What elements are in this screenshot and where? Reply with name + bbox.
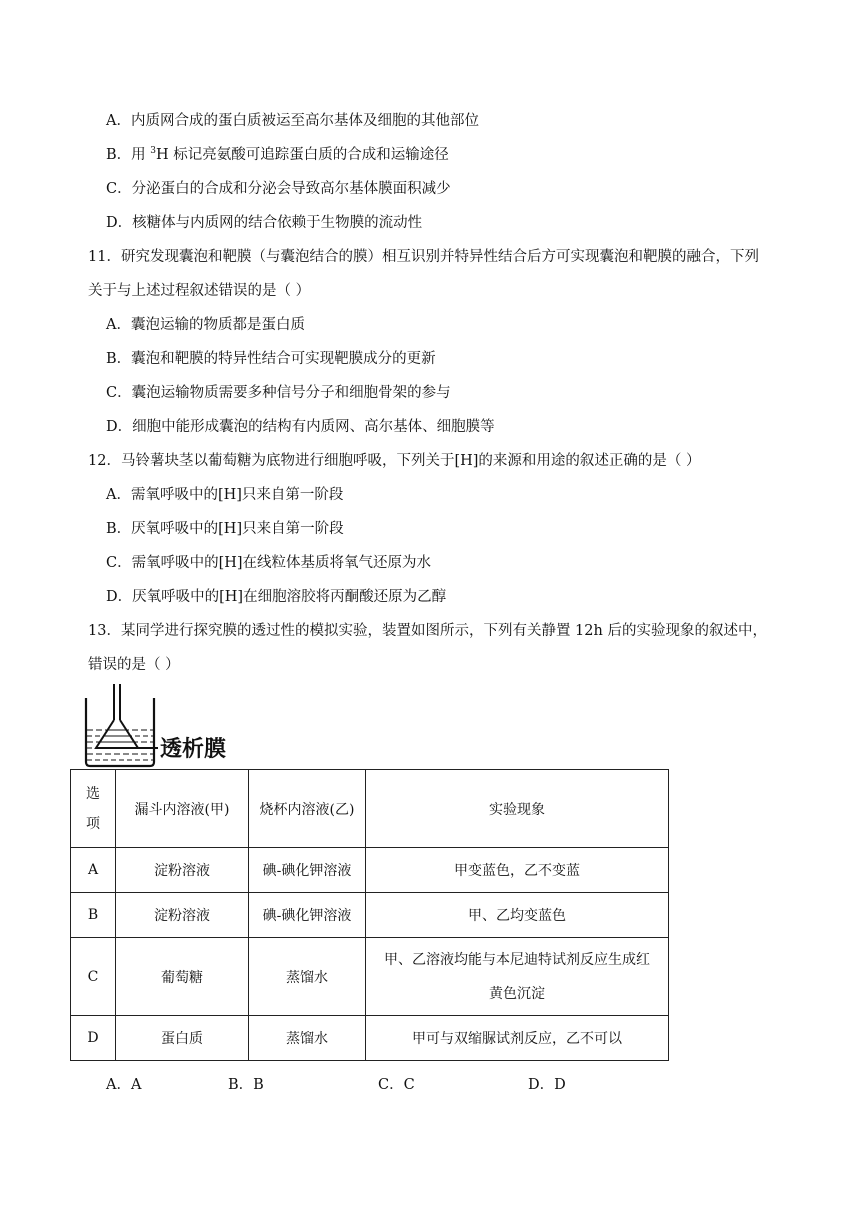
table-row: [71, 893, 669, 938]
q12-option-c: C．需氧呼吸中的[H]在线粒体基质将氧气还原为水: [106, 555, 432, 571]
q11-option-a: A．囊泡运输的物质都是蛋白质: [106, 317, 305, 333]
row-b-phenomenon: 甲、乙均变蓝色: [366, 893, 669, 938]
q13-answer-c: C．C: [378, 1077, 415, 1093]
row-c-phenomenon-text: 甲、乙溶液均能与本尼迪特试剂反应生成红 黄色沉淀: [384, 951, 650, 1002]
q10-option-d: D．核糖体与内质网的结合依赖于生物膜的流动性: [106, 215, 423, 231]
experiment-table: [70, 769, 669, 1061]
q12-option-b: B．厌氧呼吸中的[H]只来自第一阶段: [106, 521, 344, 537]
q12-stem: 12．马铃薯块茎以葡萄糖为底物进行细胞呼吸，下列关于[H]的来源和用途的叙述正确的是（ ）: [88, 453, 701, 469]
row-a-beaker: 碘-碘化钾溶液: [249, 848, 366, 893]
dialysis-apparatus-diagram: [80, 680, 250, 770]
q11-option-d: D．细胞中能形成囊泡的结构有内质网、高尔基体、细胞膜等: [106, 419, 495, 435]
q13-answer-d: D．D: [528, 1077, 566, 1093]
q13-answer-b: B．B: [228, 1077, 264, 1093]
row-d-option: D: [71, 1016, 116, 1061]
table-row: [71, 1016, 669, 1061]
row-c-phenomenon: [366, 938, 669, 1016]
q13-answer-a: A．A: [106, 1077, 142, 1093]
funnel-liquid: [100, 730, 134, 742]
membrane-label: 透析膜: [160, 737, 227, 762]
row-d-funnel: 蛋白质: [116, 1016, 249, 1061]
row-a-phenomenon: 甲变蓝色，乙不变蓝: [366, 848, 669, 893]
q13-stem-line2: 错误的是（ ）: [88, 657, 180, 673]
q10-option-b-superscript: 3: [150, 146, 156, 157]
row-b-beaker: 碘-碘化钾溶液: [249, 893, 366, 938]
q12-option-d: D．厌氧呼吸中的[H]在细胞溶胶将丙酮酸还原为乙醇: [106, 589, 447, 605]
row-a-funnel: 淀粉溶液: [116, 848, 249, 893]
row-c-funnel: 葡萄糖: [116, 938, 249, 1016]
header-option: [71, 770, 116, 848]
row-d-phenomenon: 甲可与双缩脲试剂反应，乙不可以: [366, 1016, 669, 1061]
funnel-outline: [96, 684, 138, 748]
row-b-funnel: 淀粉溶液: [116, 893, 249, 938]
header-option-text: 选 项: [86, 785, 100, 832]
q10-option-a: A．内质网合成的蛋白质被运至高尔基体及细胞的其他部位: [106, 113, 479, 129]
q11-stem-line2: 关于与上述过程叙述错误的是（ ）: [88, 283, 311, 299]
q10-option-b-text: H 标记亮氨酸可追踪蛋白质的合成和运输途径: [156, 147, 449, 163]
q11-stem-line1: 11．研究发现囊泡和靶膜（与囊泡结合的膜）相互识别并特异性结合后方可实现囊泡和靶膜的融合，下列: [88, 249, 759, 265]
header-funnel-solution: 漏斗内溶液(甲): [116, 770, 249, 848]
row-c-option: C: [71, 938, 116, 1016]
q13-stem-line1: 13．某同学进行探究膜的透过性的模拟实验，装置如图所示，下列有关静置 12h 后的实验现象的叙述中，: [88, 623, 767, 639]
q10-option-c: C．分泌蛋白的合成和分泌会导致高尔基体膜面积减少: [106, 181, 451, 197]
q11-option-c: C．囊泡运输物质需要多种信号分子和细胞骨架的参与: [106, 385, 451, 401]
row-a-option: A: [71, 848, 116, 893]
q10-option-b-prefix: B．用: [106, 147, 151, 163]
row-c-beaker: 蒸馏水: [249, 938, 366, 1016]
q10-option-b: [106, 145, 449, 165]
q11-option-b: B．囊泡和靶膜的特异性结合可实现靶膜成分的更新: [106, 351, 436, 367]
header-phenomenon: 实验现象: [366, 770, 669, 848]
row-b-option: B: [71, 893, 116, 938]
table-row: [71, 848, 669, 893]
table-row: [71, 938, 669, 1016]
q12-option-a: A．需氧呼吸中的[H]只来自第一阶段: [106, 487, 344, 503]
header-beaker-solution: 烧杯内溶液(乙): [249, 770, 366, 848]
row-d-beaker: 蒸馏水: [249, 1016, 366, 1061]
table-header-row: [71, 770, 669, 848]
